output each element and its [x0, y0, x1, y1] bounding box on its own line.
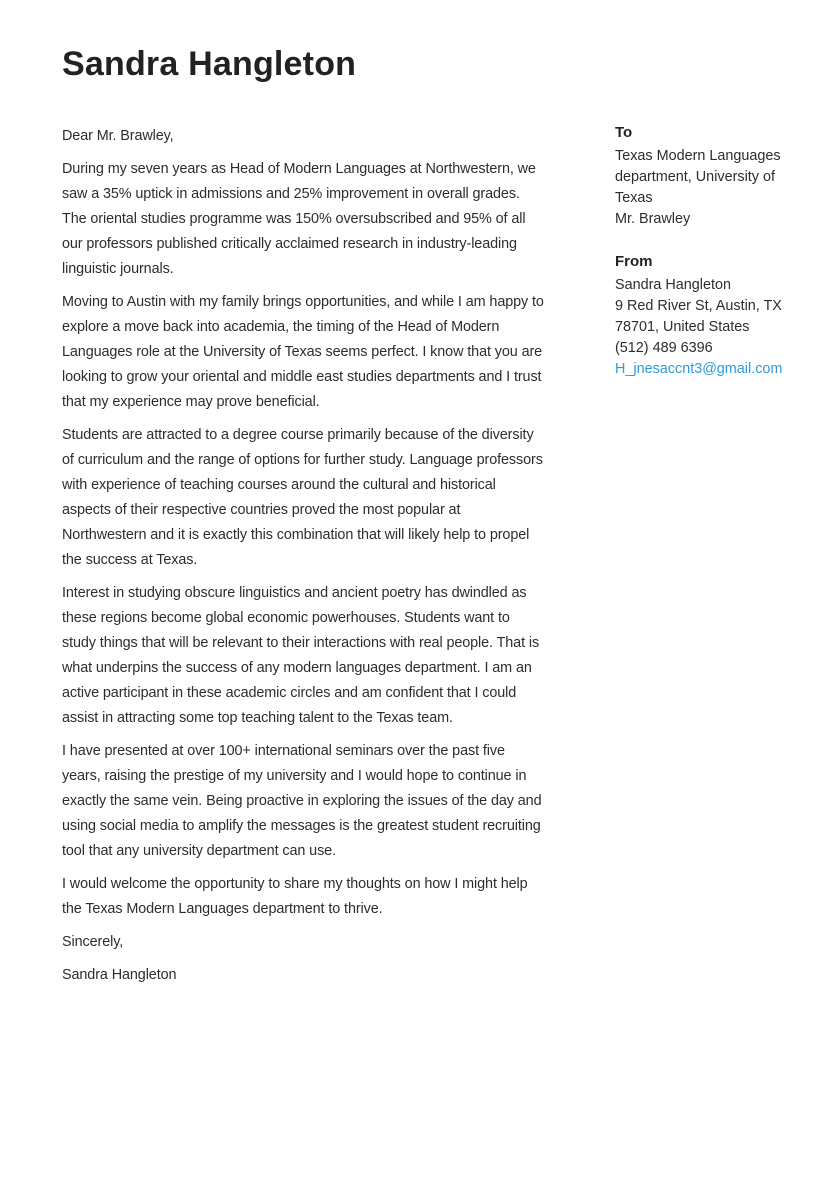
recipient-block [615, 122, 805, 230]
contact-sidebar [615, 122, 805, 401]
paragraph-relevance: Interest in studying obscure linguistics and ancient poetry has dwindled as these regions become global economic powerhouses. Students want to study things that will be relevant to their interactions with real people. That is what underpins the success of any modern languages department. I am an active participant in these academic circles and am confident that I could assist in attracting some top teaching talent to the Texas team. [62, 585, 540, 726]
sender-block [615, 251, 805, 380]
sender-name-heading: Sandra Hangleton [62, 45, 357, 83]
paragraph-seminars: I have presented at over 100+ international seminars over the past five years, raising the prestige of my university and I would hope to continue in exactly the same vein. Being proactive in exploring the issues of the day and using social media to amplify the messages is the greatest student recruiting tool that any university department can use. [62, 743, 542, 859]
sender-email-link[interactable]: H_jnesaccnt3@gmail.com [615, 361, 783, 377]
sender-phone: (512) 489 6396 [615, 340, 713, 356]
letter-body [62, 124, 546, 996]
paragraph-achievements: During my seven years as Head of Modern Languages at Northwestern, we saw a 35% uptick in admissions and 25% improvement in overall grades. The oriental studies programme was 150% oversubscribed and 95% of all our professors published critically acclaimed research in industry-leading linguistic journals. [62, 161, 536, 277]
recipient-organization: Texas Modern Languages department, University of Texas [615, 148, 781, 206]
salutation: Dear Mr. Brawley, [62, 128, 174, 144]
from-heading: From [615, 253, 653, 270]
paragraph-curriculum: Students are attracted to a degree course primarily because of the diversity of curriculum and the range of options for further study. Language professors with experience of teaching courses around the cultural and historical aspects of their respective countries proved the most popular at Northwestern and it is exactly this combination that will likely help to propel the success at Texas. [62, 427, 543, 568]
paragraph-relocation: Moving to Austin with my family brings opportunities, and while I am happy to explore a move back into academia, the timing of the Head of Modern Languages role at the University of Texas seems perfect. I know that you are looking to grow your oriental and middle east studies departments and I trust that my experience may prove beneficial. [62, 294, 544, 410]
paragraph-closing: I would welcome the opportunity to share my thoughts on how I might help the Texas Modern Languages department to thrive. [62, 876, 528, 917]
signature: Sandra Hangleton [62, 967, 177, 983]
sender-address: 9 Red River St, Austin, TX 78701, United States [615, 298, 782, 335]
to-heading: To [615, 124, 633, 141]
recipient-name: Mr. Brawley [615, 211, 691, 227]
sender-name: Sandra Hangleton [615, 277, 732, 293]
closing-phrase: Sincerely, [62, 934, 124, 950]
